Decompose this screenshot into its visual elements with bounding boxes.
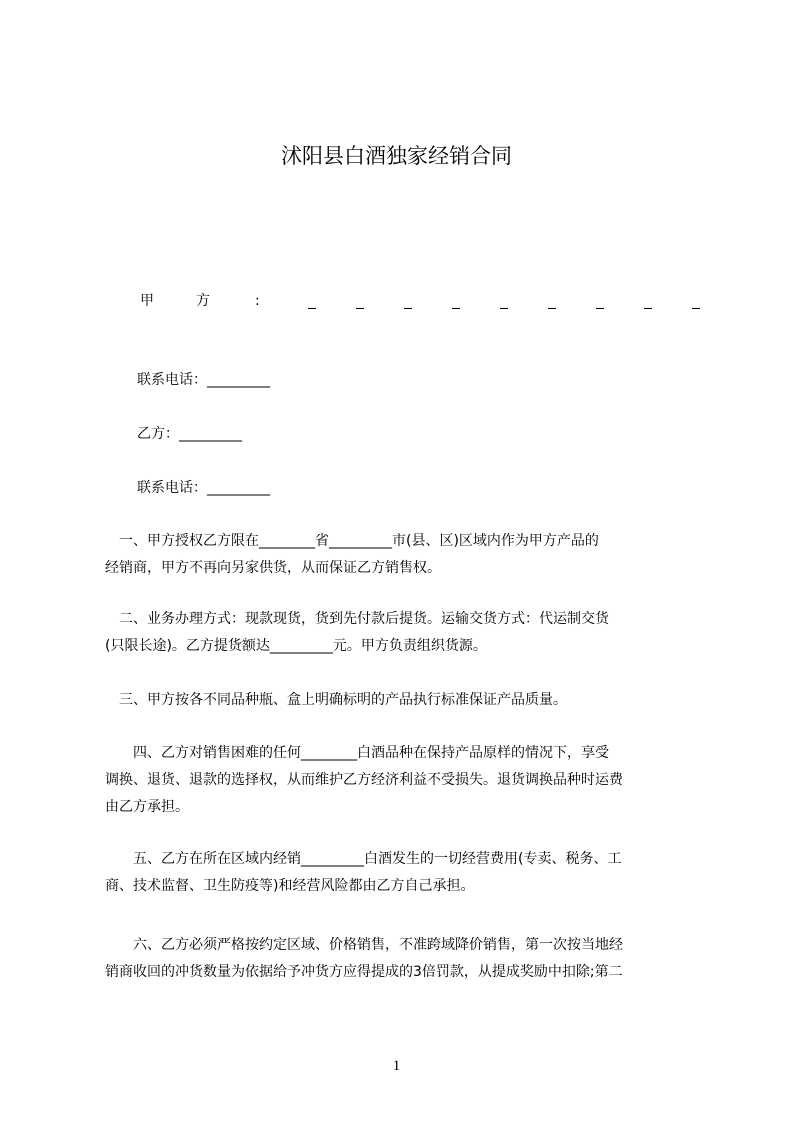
party-a-colon: : [255,293,260,309]
party-a-blank [548,308,556,309]
party-a-phone-field: 联系电话：_________ [137,372,270,388]
party-a-blank [308,308,316,309]
party-a-blank [356,308,364,309]
page-number: 1 [392,1058,401,1074]
clause-3 [105,687,703,714]
clause-line: 三、甲方按各不同品种瓶、盒上明确标明的产品执行标准保证产品质量。 [105,692,567,708]
clause-line: 一、甲方授权乙方限在________省_________市(县、区)区域内作为甲方产品的 [105,533,599,549]
party-a-blank [692,308,700,309]
clause-6 [105,932,703,986]
party-b-field: 乙方：_________ [137,426,242,442]
party-a-label-char2: 方 [196,293,210,309]
document-title: 沭阳县白酒独家经销合同 [281,144,512,168]
party-a-blank [452,308,460,309]
party-a-blank [500,308,508,309]
clause-line: 四、乙方对销售困难的任何________白酒品种在保持产品原样的情况下，享受 [105,745,609,761]
clause-2 [105,606,703,660]
party-a-blank [404,308,412,309]
party-a-field [137,291,702,311]
party-a-blank [644,308,652,309]
clause-line: 六、乙方必须严格按约定区域、价格销售，不准跨域降价销售，第一次按当地经 [105,937,623,953]
party-b-phone-field: 联系电话：_________ [137,480,270,496]
party-a-blank [596,308,604,309]
clause-line: 由乙方承担。 [105,799,189,815]
clause-line: 销商收回的冲货数量为依据给予冲货方应得提成的3倍罚款，从提成奖励中扣除;第二 [105,964,623,980]
clause-5 [105,846,703,900]
clause-4 [105,740,703,821]
clause-1 [105,528,703,582]
clause-line: 二、业务办理方式：现款现货，货到先付款后提货。运输交货方式：代运制交货 [105,611,609,627]
party-a-label-char1: 甲 [140,293,154,309]
clause-line: 经销商，甲方不再向另家供货，从而保证乙方销售权。 [105,560,441,576]
clause-line: 商、技术监督、卫生防疫等)和经营风险都由乙方自己承担。 [105,878,475,894]
clause-line: 调换、退货、退款的选择权，从而维护乙方经济利益不受损失。退货调换品种时运费 [105,772,623,788]
clause-line: (只限长途)。乙方提货额达_________元。甲方负责组织货源。 [105,638,487,654]
clause-line: 五、乙方在所在区域内经销_________白酒发生的一切经营费用(专卖、税务、工 [105,851,622,867]
